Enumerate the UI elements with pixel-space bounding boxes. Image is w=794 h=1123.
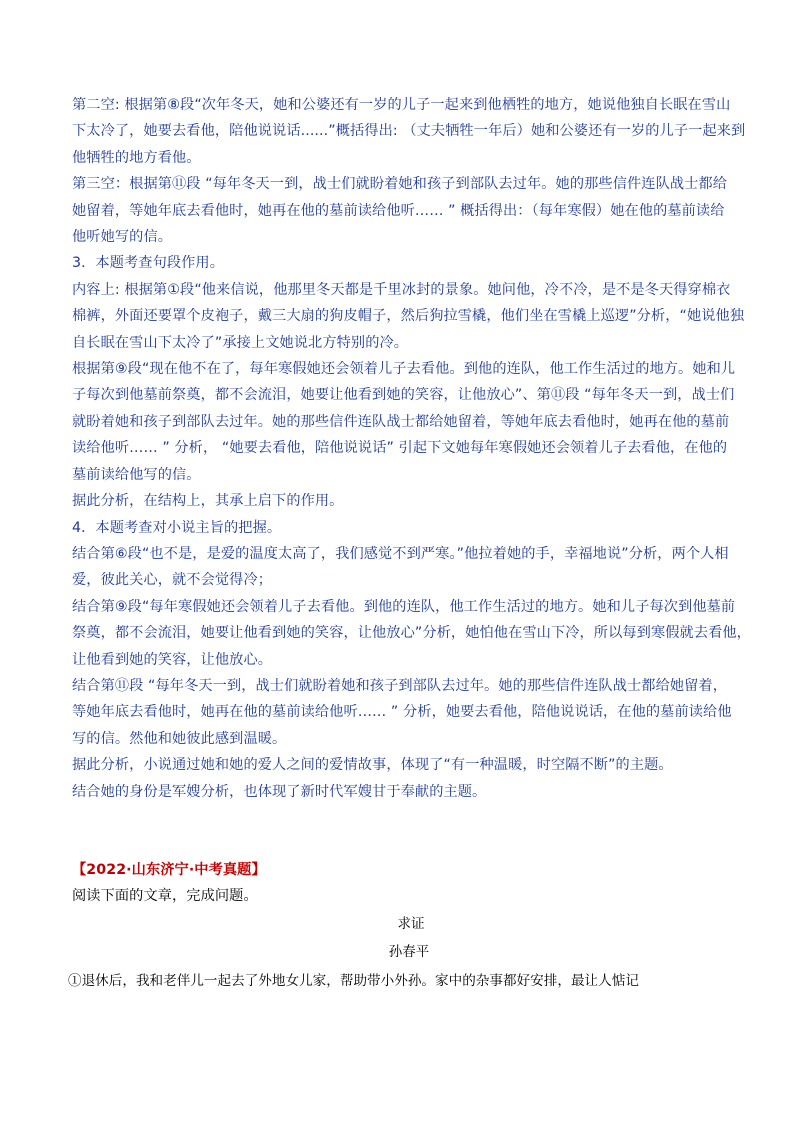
article-title: 求证: [397, 915, 425, 932]
answer-line: 他牺牲的地方看他。: [72, 149, 201, 166]
answer-line: 内容上: 根据第①段“他来信说，他那里冬天都是千里冰封的景象。她问他，冷不冷，是不是冬天得穿棉衣: [72, 281, 731, 298]
next-question-section: [68, 857, 726, 996]
document-page: [68, 92, 751, 996]
answer-line: 棉裤，外面还要罩个皮袍子，戴三大扇的狗皮帽子，然后狗拉雪橇，他们坐在雪橇上巡逻”分析，“她说他独: [72, 308, 745, 325]
answer-line: 自长眠在雪山下太冷了”承接上文她说北方特别的冷。: [72, 334, 409, 351]
answer-line: 据此分析，在结构上，其承上启下的作用。: [72, 493, 344, 510]
question-3-heading: 3．本题考查句段作用。: [72, 255, 225, 272]
answer-line: 根据第⑨段“现在他不在了，每年寒假她还会领着儿子去看他。到他的连队，他工作生活过的地方。她和儿: [72, 361, 736, 378]
article-author: 孙春平: [388, 943, 430, 960]
answer-line: 子每次到他墓前祭奠，都不会流泪，她要让他看到她的笑容，让他放心”、第⑪段 “每年冬天一到，战士们: [72, 387, 735, 404]
answer-line: 让他看到她的笑容，让他放心。: [72, 651, 273, 668]
answer-line: 第二空: 根据第⑧段“次年冬天，她和公婆还有一岁的儿子一起来到他栖牲的地方，她说他独自长眠在雪山: [72, 97, 731, 113]
answer-line: 结合第⑪段 “每年冬天一到，战士们就盼着她和孩子到部队去过年。她的那些信件连队战士都给她留着，: [72, 677, 728, 694]
article-paragraph: ①退休后，我和老伴儿一起去了外地女儿家，帮助带小外孙。家中的杂事都好安排，最让人惦记: [68, 972, 639, 989]
section-gap: [72, 805, 726, 857]
answer-line: 据此分析，小说通过她和她的爱人之间的爱情故事，体现了“有一种温暖，时空隔不断”的主题。: [72, 757, 673, 774]
answer-line: 读给他听…… ” 分析， “她要去看他，陪他说说话” 引起下文她每年寒假她还会领着儿子去看他，在他的: [72, 440, 728, 457]
answer-line: 第三空：根据第⑪段 “每年冬天一到，战士们就盼着她和孩子到部队去过年。她的那些信件连队战士都给: [72, 176, 728, 193]
answer-line: 她留着，等她年底去看他时，她再在他的墓前读给他听…… ” 概括得出：（每年寒假）她在他的墓前读给: [72, 202, 725, 219]
answer-line: 他听她写的信。: [72, 229, 173, 246]
answer-line: 结合第⑥段“也不是，是爱的温度太高了，我们感觉不到严寒。”他拉着她的手，幸福地说”分析，两个人相: [72, 545, 729, 562]
answer-line: 等她年底去看他时，她再在他的墓前读给他听…… ” 分析，她要去看他，陪他说说话，在他的墓前读给他: [72, 704, 732, 721]
instruction-text: 阅读下面的文章，完成问题。: [72, 888, 258, 905]
answer-line: 下太冷了，她要去看他，陪他说说话......”概括得出: （丈夫牺牲一年后）她和公婆还有一岁的儿子一起来到: [72, 123, 746, 140]
answer-line: 写的信。然他和她彼此感到温暖。: [72, 730, 287, 747]
answer-line: 祭奠，都不会流泪，她要让他看到她的笑容，让他放心”分析，她怕他在雪山下冷，所以每到寒假就去看他，: [72, 625, 751, 642]
source-tag: 【2022·山东济宁·中考真题】: [72, 861, 266, 878]
answer-line: 就盼着她和孩子到部队去过年。她的那些信件连队战士都给她留着，等她年底去看他时，她再在他的墓前: [72, 413, 730, 430]
answer-line: 爱，彼此关心，就不会觉得冷；: [72, 572, 273, 589]
answer-line: 结合第⑨段“每年寒假她还会领着儿子去看他。到他的连队，他工作生活过的地方。她和儿子每次到他墓前: [72, 598, 736, 615]
answer-line: 结合她的身份是军嫂分析，也体现了新时代军嫂甘于奉献的主题。: [72, 783, 487, 800]
question-4-heading: 4．本题考查对小说主旨的把握。: [72, 519, 282, 536]
answer-line: 墓前读给他写的信。: [72, 466, 201, 483]
answer-section: [72, 92, 751, 805]
